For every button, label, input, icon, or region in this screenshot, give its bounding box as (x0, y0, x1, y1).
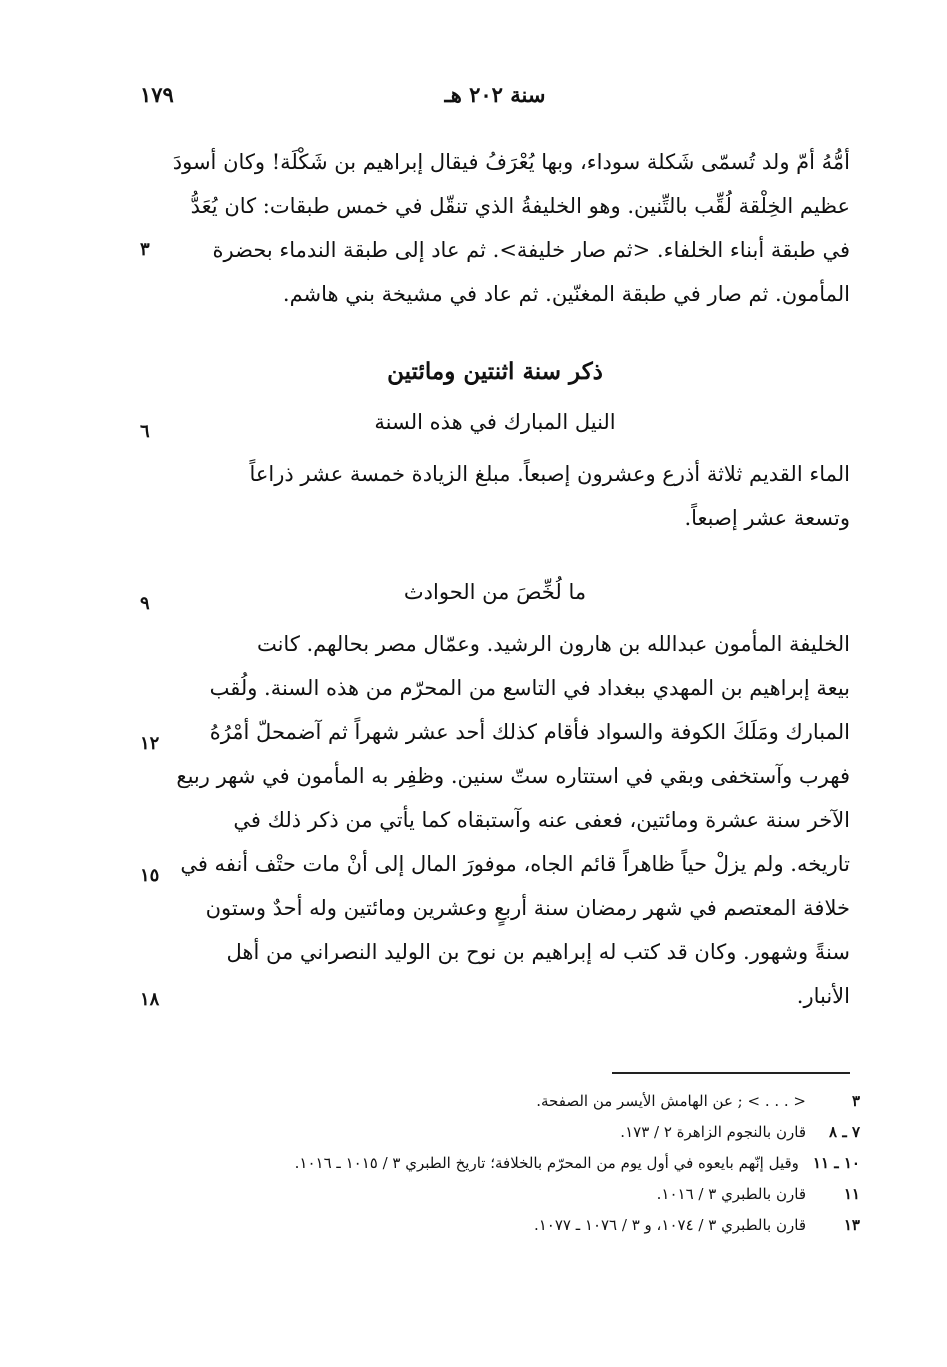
footnote-ref: ١١ (843, 1185, 860, 1203)
text-line: في طبقة أبناء الخلفاء. <ثم صار خليفة>. ثم عاد إلى طبقة الندماء بحضرة (212, 238, 850, 262)
intro-paragraph (140, 140, 850, 316)
footnote-ref: ٧ ـ ٨ (829, 1123, 860, 1141)
footnote-ref: ١٠ ـ ١١ (812, 1154, 860, 1172)
text-line: سنةً وشهور. وكان قد كتب له إبراهيم بن نوح بن الوليد النصراني من أهل (226, 940, 850, 964)
footnote (180, 1179, 860, 1210)
footnote (180, 1117, 860, 1148)
text-line: الآخر سنة عشرة ومائتين، فعفى عنه وآستبقاه كما يأتي من ذكر ذلك في (233, 808, 850, 832)
footnote-ref: ١٣ (843, 1216, 860, 1234)
events-paragraph (140, 622, 850, 1018)
text-line: الماء القديم ثلاثة أذرع وعشرون إصبعاً. مبلغ الزيادة خمسة عشر ذراعاً (249, 462, 850, 486)
nile-paragraph (140, 452, 850, 540)
page-number: ١٧٩ (140, 82, 174, 107)
text-line: فهرب وآستخفى وبقي في استتاره ستّ سنين. وظفِر به المأمون في شهر ربيع (176, 764, 850, 788)
line-number: ١٥ (140, 865, 160, 886)
text-line: بيعة إبراهيم بن المهدي ببغداد في التاسع من المحرّم من هذه السنة. ولُقب (209, 676, 850, 700)
line-number: ٣ (140, 239, 150, 260)
nile-heading-row (140, 404, 850, 444)
line-number: ٩ (140, 593, 150, 614)
footnote (180, 1210, 860, 1241)
running-title: سنة ٢٠٢ هـ (444, 82, 546, 107)
text-line: عظيم الخِلْقة لُقِّب بالتِّنين. وهو الخليفةُ الذي تنقّل في خمس طبقات: كان يُعَدُّ (190, 194, 850, 218)
text-line: الأنبار. (796, 984, 850, 1008)
events-heading: ما لُخِّصَ من الحوادث (403, 580, 587, 604)
footnote (180, 1086, 860, 1117)
text-line: المأمون. ثم صار في طبقة المغنّين. ثم عاد في مشيخة بني هاشم. (282, 282, 850, 306)
text-line: المبارك ومَلَكَ الكوفة والسواد فأقام كذلك أحد عشر شهراً ثم آضمحلّ أمْرُهُ (209, 720, 850, 744)
events-heading-row (140, 574, 850, 614)
footnotes (180, 1086, 860, 1241)
text-line: خلافة المعتصم في شهر رمضان سنة أربعٍ وعشرين ومائتين وله أحدٌ وستون (205, 896, 850, 920)
footnote-text: وقيل إنّهم بايعوه في أول يوم من المحرّم بالخلافة؛ تاريخ الطبري ٣ / ١٠١٥ ـ ١٠١٦. (294, 1154, 799, 1172)
footnote-text: قارن بالطبري ٣ / ١٠٧٤، و ٣ / ١٠٧٦ ـ ١٠٧٧. (533, 1216, 806, 1234)
line-number: ١٢ (140, 733, 160, 754)
section-title: ذكر سنة اثنتين ومائتين (387, 358, 603, 385)
running-head (140, 82, 850, 112)
footnote-rule (612, 1072, 850, 1074)
footnote-text: قارن بالطبري ٣ / ١٠١٦. (656, 1185, 806, 1203)
text-line: أمُّهُ أمّ ولد تُسمّى شَكلة سوداء، وبها يُعْرَفُ فيقال إبراهيم بن شَكْلَة! وكان أسودَ (172, 150, 850, 174)
footnote-ref: ٣ (851, 1092, 860, 1110)
footnote (180, 1148, 860, 1179)
line-number: ٦ (140, 421, 150, 442)
nile-heading: النيل المبارك في هذه السنة (374, 410, 616, 434)
text-line: الخليفة المأمون عبدالله بن هارون الرشيد. وعمّال مصر بحالهم. كانت (256, 632, 850, 656)
text-line: تاريخه. ولم يزلْ حياً ظاهراً قائم الجاه، موفورَ المال إلى أنْ مات حتْف أنفه في (180, 852, 850, 876)
footnote-text: < . . . > ; عن الهامش الأيسر من الصفحة. (536, 1092, 806, 1110)
text-line: وتسعة عشر إصبعاً. (684, 506, 850, 530)
footnote-text: قارن بالنجوم الزاهرة ٢ / ١٧٣. (620, 1123, 806, 1141)
line-number: ١٨ (140, 989, 160, 1010)
